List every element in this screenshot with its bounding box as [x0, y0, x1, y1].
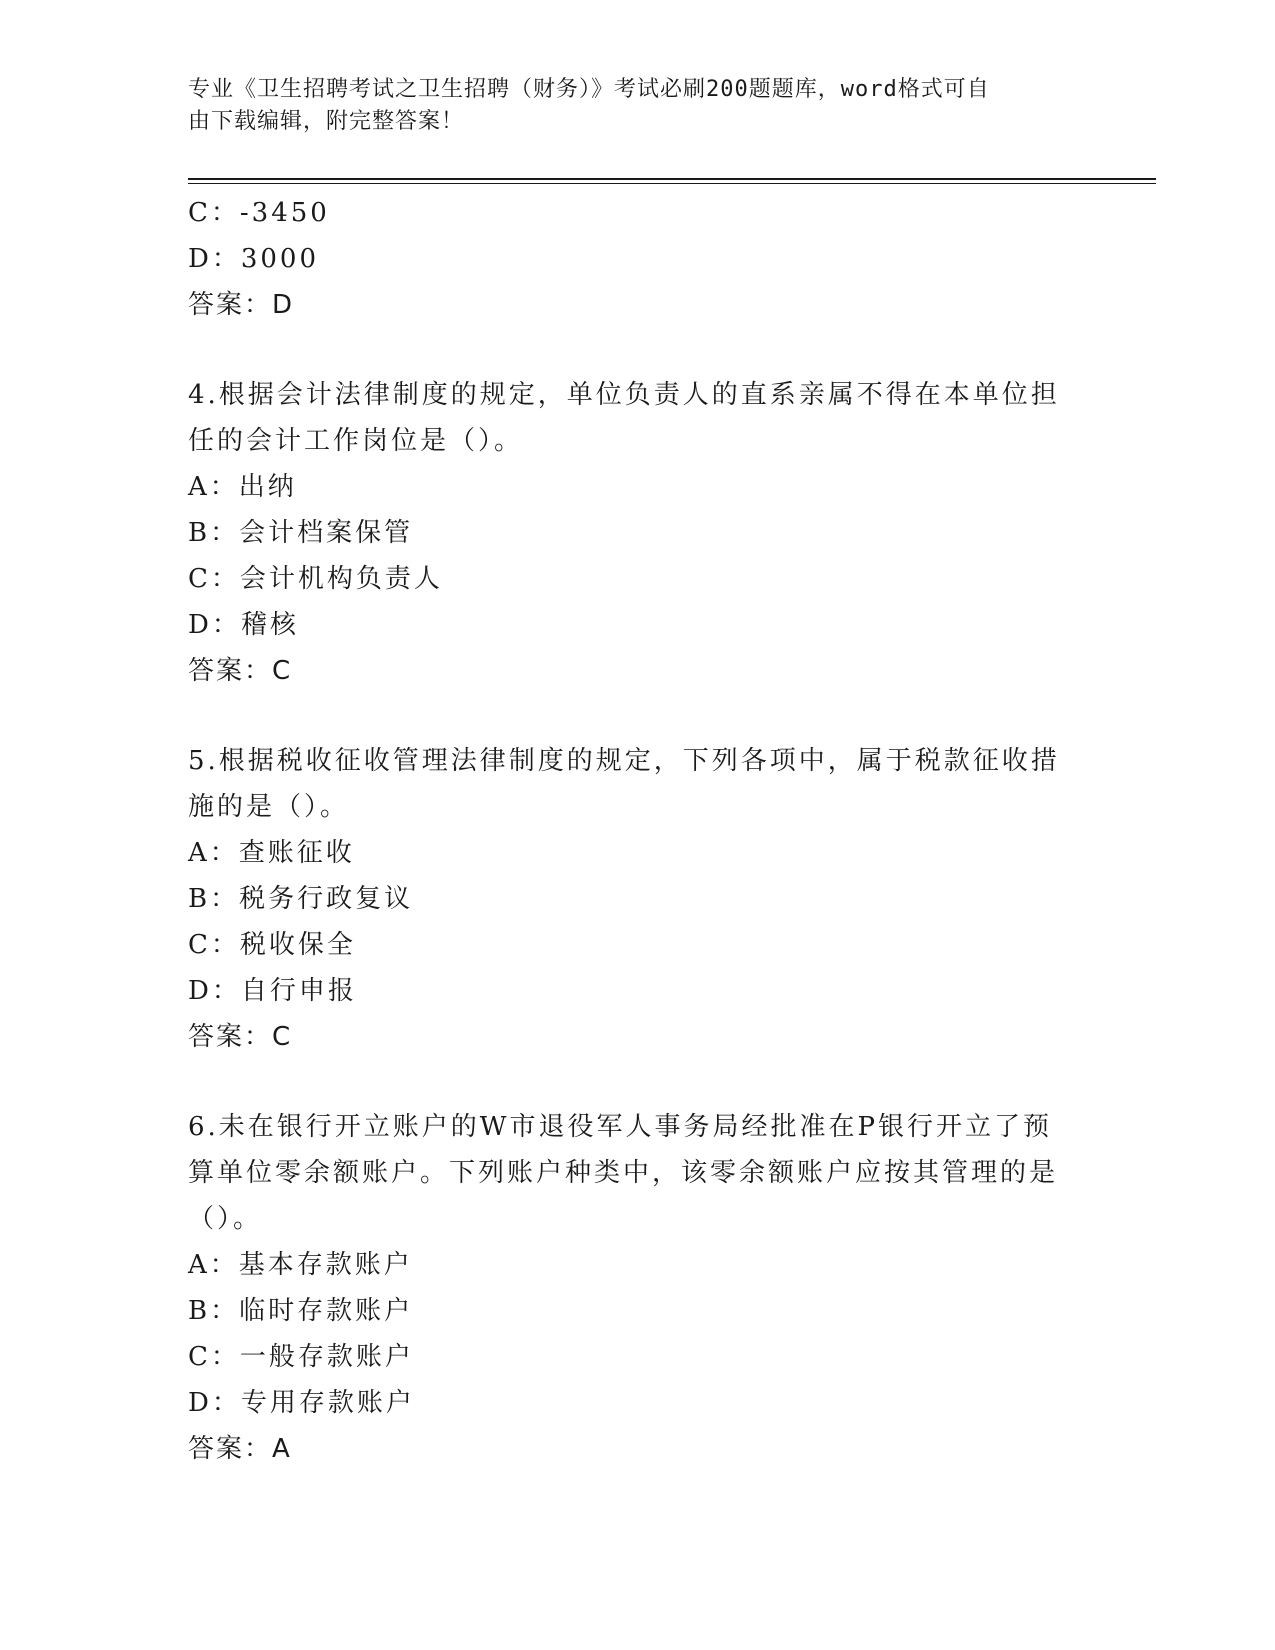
document-header	[188, 74, 1068, 138]
option-d: D：自行申报	[188, 976, 357, 1006]
option-b: B：会计档案保管	[188, 518, 414, 548]
option-c: C：税收保全	[188, 930, 356, 960]
question-4	[188, 372, 1068, 694]
spacer	[188, 1060, 1068, 1104]
header-line-2: 由下载编辑，附完整答案！	[188, 109, 465, 134]
document-body	[188, 190, 1068, 1472]
option-d: D：专用存款账户	[188, 1388, 415, 1418]
answer-line: 答案：D	[188, 290, 295, 320]
option-b: B：税务行政复议	[188, 884, 414, 914]
option-d: D：3000	[188, 244, 320, 274]
header-line-1: 专业《卫生招聘考试之卫生招聘（财务）》考试必刷200题题库，word格式可自	[188, 77, 990, 102]
answer-line: 答案：C	[188, 656, 293, 686]
question-3-continuation	[188, 190, 1068, 328]
question-5	[188, 738, 1068, 1060]
question-6	[188, 1104, 1068, 1472]
option-a: A：基本存款账户	[188, 1250, 413, 1280]
option-b: B：临时存款账户	[188, 1296, 414, 1326]
option-d: D：稽核	[188, 610, 299, 640]
answer-line: 答案：A	[188, 1434, 292, 1464]
option-a: A：查账征收	[188, 838, 355, 868]
question-stem: 4.根据会计法律制度的规定，单位负责人的直系亲属不得在本单位担任的会计工作岗位是（）。	[188, 380, 1060, 456]
option-a: A：出纳	[188, 472, 297, 502]
spacer	[188, 328, 1068, 372]
option-c: C：-3450	[188, 198, 330, 228]
answer-line: 答案：C	[188, 1022, 293, 1052]
spacer	[188, 694, 1068, 738]
option-c: C：会计机构负责人	[188, 564, 443, 594]
question-stem: 6.未在银行开立账户的W市退役军人事务局经批准在P银行开立了预算单位零余额账户。下列账户种类中，该零余额账户应按其管理的是（）。	[188, 1112, 1059, 1234]
header-divider-thin	[188, 183, 1156, 184]
question-stem: 5.根据税收征收管理法律制度的规定，下列各项中，属于税款征收措施的是（）。	[188, 746, 1060, 822]
option-c: C：一般存款账户	[188, 1342, 414, 1372]
header-divider-thick	[188, 178, 1156, 180]
